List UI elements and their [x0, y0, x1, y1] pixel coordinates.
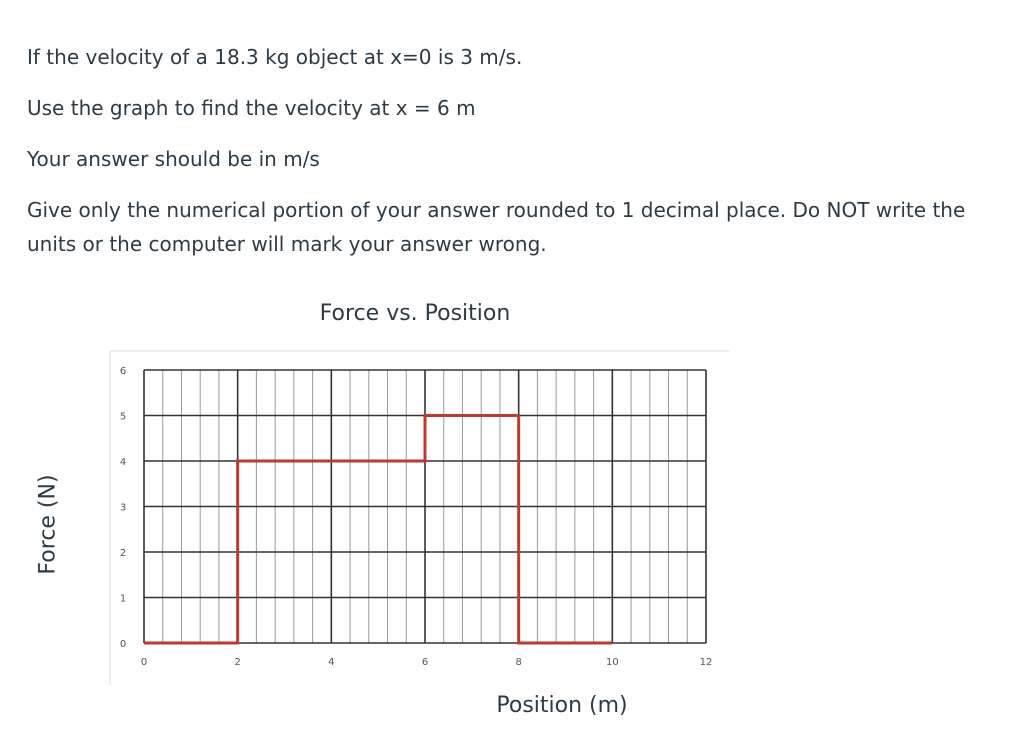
x-axis-title: Position (m)	[496, 693, 628, 718]
question-line-4: Give only the numerical portion of your answer rounded to 1 decimal place. Do NOT write the units or the computer will mark your answer wrong.	[27, 198, 966, 256]
force-series-line	[144, 416, 612, 644]
force-position-chart	[100, 345, 740, 685]
x-tick-label: 6	[421, 657, 429, 668]
y-tick-label: 1	[119, 593, 127, 605]
question-text	[27, 40, 997, 278]
y-tick-label: 2	[119, 548, 127, 559]
y-tick-label: 0	[119, 639, 127, 650]
y-tick-label: 5	[119, 411, 127, 423]
x-tick-label: 4	[328, 657, 335, 668]
chart-title: Force vs. Position	[319, 301, 511, 326]
y-axis-title: Force (N)	[35, 474, 61, 575]
y-tick-label: 6	[119, 366, 127, 377]
question-line-1: If the velocity of a 18.3 kg object at x=0 is 3 m/s.	[27, 45, 523, 69]
x-tick-label: 0	[140, 657, 148, 668]
question-line-2: Use the graph to find the velocity at x = 6 m	[27, 96, 476, 120]
question-line-3: Your answer should be in m/s	[27, 147, 320, 171]
x-tick-label: 8	[515, 657, 522, 668]
x-tick-label: 10	[605, 657, 619, 668]
y-tick-label: 3	[119, 502, 127, 514]
x-tick-label: 12	[699, 657, 713, 668]
x-tick-label: 2	[234, 657, 241, 668]
y-tick-label: 4	[119, 457, 127, 468]
